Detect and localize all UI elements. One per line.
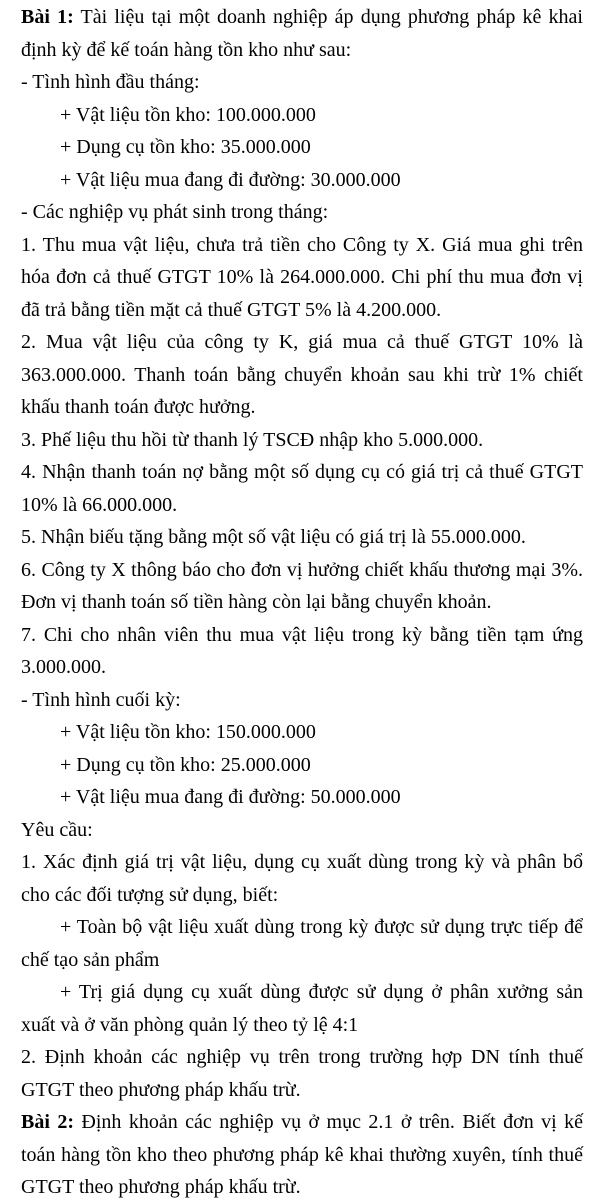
exercise1-intro-text: Tài liệu tại một doanh nghiệp áp dụng phương pháp kê khai định kỳ để kế toán hàng tồn kho như sau: xyxy=(21,6,583,61)
exercise1-label: Bài 1: xyxy=(21,6,74,28)
closing-period-heading: - Tình hình cuối kỳ: xyxy=(21,688,181,711)
transaction-3: 3. Phế liệu thu hồi từ thanh lý TSCĐ nhập kho 5.000.000. xyxy=(21,428,484,451)
opening-goods-in-transit: + Vật liệu mua đang đi đường: 30.000.000 xyxy=(60,168,401,191)
requirement-1: 1. Xác định giá trị vật liệu, dụng cụ xuất dùng trong kỳ và phân bổ cho các đối tượng sử dụng, biết: xyxy=(21,851,583,906)
opening-tools-inventory: + Dụng cụ tồn kho: 35.000.000 xyxy=(60,136,311,158)
transaction-2: 2. Mua vật liệu của công ty K, giá mua cả thuế GTGT 10% là 363.000.000. Thanh toán bằng chuyển khoản sau khi trừ 1% chiết khấu thanh toán được hưởng. xyxy=(21,331,583,418)
transaction-6: 6. Công ty X thông báo cho đơn vị hưởng chiết khấu thương mại 3%. Đơn vị thanh toán số tiền hàng còn lại bằng chuyển khoản. xyxy=(21,558,583,613)
requirements-heading: Yêu cầu: xyxy=(21,818,93,841)
closing-tools-inventory: + Dụng cụ tồn kho: 25.000.000 xyxy=(60,753,311,776)
transaction-7: 7. Chi cho nhân viên thu mua vật liệu trong kỳ bằng tiền tạm ứng 3.000.000. xyxy=(21,623,583,678)
exercise2-label: Bài 2: xyxy=(21,1111,74,1133)
opening-period-heading: - Tình hình đầu tháng: xyxy=(21,71,200,93)
closing-goods-in-transit: + Vật liệu mua đang đi đường: 50.000.000 xyxy=(60,786,401,808)
exercise2-text: Định khoản các nghiệp vụ ở mục 2.1 ở trên. Biết đơn vị kế toán hàng tồn kho theo phương pháp kê khai thường xuyên, tính thuế GTGT theo phương pháp khấu trừ. xyxy=(21,1111,583,1198)
exercise1-intro xyxy=(21,1,583,66)
transaction-5: 5. Nhận biếu tặng bằng một số vật liệu có giá trị là 55.000.000. xyxy=(21,526,526,548)
requirement-1b: + Trị giá dụng cụ xuất dùng được sử dụng ở phân xưởng sản xuất và ở văn phòng quản lý theo tỷ lệ 4:1 xyxy=(21,981,583,1036)
transaction-1: 1. Thu mua vật liệu, chưa trả tiền cho Công ty X. Giá mua ghi trên hóa đơn cả thuế GTGT 10% là 264.000.000. Chi phí thu mua đơn vị đã trả bằng tiền mặt cả thuế GTGT 5% là 4.200.000. xyxy=(21,233,583,321)
requirement-2: 2. Định khoản các nghiệp vụ trên trong trường hợp DN tính thuế GTGT theo phương pháp khấu trừ. xyxy=(21,1046,583,1101)
closing-material-inventory: + Vật liệu tồn kho: 150.000.000 xyxy=(60,721,316,743)
transaction-4: 4. Nhận thanh toán nợ bằng một số dụng cụ có giá trị cả thuế GTGT 10% là 66.000.000. xyxy=(21,461,583,516)
opening-material-inventory: + Vật liệu tồn kho: 100.000.000 xyxy=(60,103,316,126)
exercise2-paragraph xyxy=(21,1106,583,1204)
requirement-1a: + Toàn bộ vật liệu xuất dùng trong kỳ được sử dụng trực tiếp để chế tạo sản phẩm xyxy=(21,916,583,971)
transactions-heading: - Các nghiệp vụ phát sinh trong tháng: xyxy=(21,201,329,223)
